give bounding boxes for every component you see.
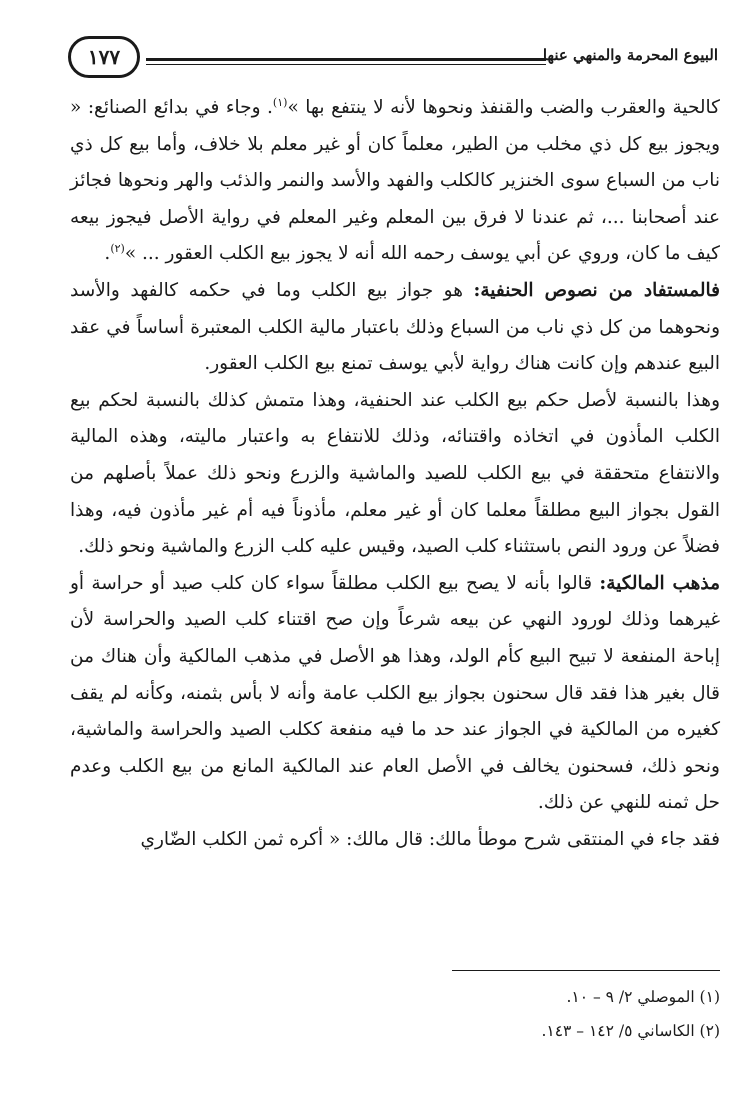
body-text	[70, 90, 720, 858]
paragraph-text: فقد جاء في المنتقى شرح موطأ مالك: قال مالك: « أكره ثمن الكلب الضّاري	[140, 828, 720, 850]
header-rule-thick	[146, 58, 546, 61]
header-rule-thin	[146, 64, 546, 65]
paragraph-4	[70, 566, 720, 822]
footnote-ref-1[interactable]: (١)	[272, 95, 288, 109]
paragraph-text: كالحية والعقرب والضب والقنفذ ونحوها لأنه لا ينتفع بها »	[287, 97, 720, 118]
footnote-1: (١) الموصلي ٢/ ٩ – ١٠.	[566, 988, 720, 1006]
paragraph-text: .	[104, 243, 111, 265]
paragraph-text: هو جواز بيع الكلب وما في حكمه كالفهد والأسد ونحوهما من كل ذي ناب من السباع وذلك باعتبار مالية الكلب المعتبرة أساساً في عقد البيع عندهم وإن كانت هناك رواية لأبي يوسف تمنع بيع الكلب العقور.	[70, 279, 720, 375]
paragraph-text: قالوا بأنه لا يصح بيع الكلب مطلقاً سواء كان كلب صيد أو حراسة أو غيرهما وذلك لورود النهي عن بيعه شرعاً وإن صح اقتناء كلب الصيد والحراسة لأن إباحة المنفعة لا تبيح البيع كأم الولد، وهذا هو الأصل في مذهب المالكية وأن هناك من قال بغير هذا فقد قال سحنون بجواز بيع الكلب عامة وأنه لا بأس بثمنه، وكأنه لم يقف كغيره من المالكية في الجواز عند حد ما فيه منفعة ككلب الصيد والحراسة والماشية، ونحو ذلك، فسحنون يخالف في الأصل العام عند المالكية المانع من بيع الكلب وعدم حل ثمنه للنهي عن ذلك.	[70, 572, 720, 814]
footnote-ref-2[interactable]: (٢)	[110, 242, 125, 256]
paragraph-text: وهذا بالنسبة لأصل حكم بيع الكلب عند الحنفية، وهذا متمش كذلك بالنسبة لحكم بيع الكلب المأذون في اتخاذه واقتنائه، وذلك للانتفاع به واعتبار ماليته، وهذه المالية والانتفاع متحققة في بيع الكلب للصيد والماشية والزرع ونحو ذلك عملاً بأصلهم من القول بجواز البيع مطلقاً معلما كان أو غير معلم، مأذوناً فيه أم غير مأذون فيه، وهذا فضلاً عن ورود النص باستثناء كلب الصيد، وقيس عليه كلب الزرع والماشية ونحو ذلك.	[70, 389, 720, 558]
paragraph-1	[70, 90, 720, 273]
footnote-2: (٢) الكاساني ٥/ ١٤٢ – ١٤٣.	[541, 1022, 720, 1040]
paragraph-5	[70, 822, 720, 859]
paragraph-lead: فالمستفاد من نصوص الحنفية:	[473, 279, 720, 301]
paragraph-2	[70, 273, 720, 383]
paragraph-text: . وجاء في بدائع الصنائع: « ويجوز بيع كل ذي مخلب من الطير، معلماً كان أو غير معلم بلا خلاف، وأما بيع كل ذي ناب من السباع سوى الخنزير كالكلب والفهد والأسد والنمر والذئب والهر ونحوها فجائز عند أصحابنا ...، ثم عندنا لا فرق بين المعلم وغير المعلم في رواية الأصل فيجوز بيعه كيف ما كان، وروي عن أبي يوسف رحمه الله أنه لا يجوز بيع الكلب العقور ... »	[70, 97, 720, 265]
footnote-separator	[452, 970, 720, 971]
page-number: ١٧٧	[68, 36, 140, 78]
paragraph-lead: مذهب المالكية:	[599, 572, 721, 594]
running-title: البيوع المحرمة والمنهي عنها	[542, 46, 718, 64]
page-header	[68, 32, 718, 84]
footnotes	[70, 980, 720, 1048]
paragraph-3	[70, 383, 720, 566]
